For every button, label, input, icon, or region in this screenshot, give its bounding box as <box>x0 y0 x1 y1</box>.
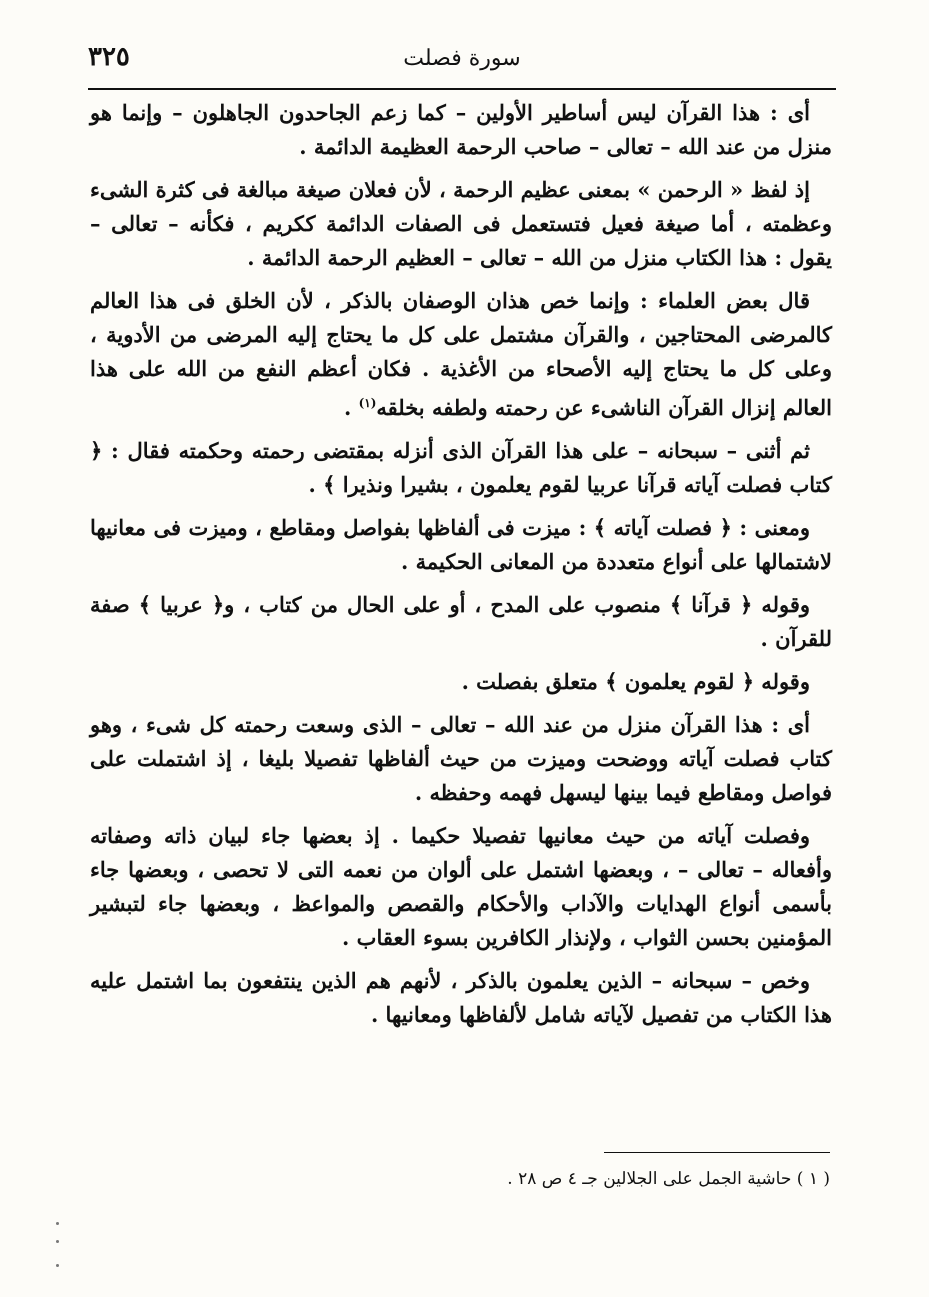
footnote-ref: (١) <box>358 396 377 410</box>
main-text <box>90 96 832 1041</box>
footnote: ( ١ ) حاشية الجمل على الجلالين جـ ٤ ص ٢٨ . <box>507 1169 830 1189</box>
page-header <box>88 38 836 82</box>
paragraph-3: قال بعض العلماء : وإنما خص هذان الوصفان بالذكر ، لأن الخلق فى هذا العالم كالمرضى المحتاجين ، والقرآن مشتمل على كل ما يحتاج إليه المرضى من الأدوية ، وعلى كل ما يحتاج إليه الأصحاء من الأغذية . فكان أعظم النفع من الله على هذا العالم إنزال القرآن الناشىء عن رحمته ولطفه بخلقه$^{(١)}$ . <box>90 288 832 420</box>
paragraph-2: إذ لفظ « الرحمن » بمعنى عظيم الرحمة ، لأن فعلان صيغة مبالغة فى كثرة الشىء وعظمته ، أما صيغة فعيل فتستعمل فى الصفات الدائمة ككريم ، فكأنه – تعالى – يقول : هذا الكتاب منزل من الله – تعالى – العظيم الرحمة الدائمة . <box>90 177 832 270</box>
header-divider <box>88 88 836 90</box>
footnote-divider <box>604 1152 830 1153</box>
paragraph-8: أى : هذا القرآن منزل من عند الله – تعالى – الذى وسعت رحمته كل شىء ، وهو كتاب فصلت آياته ووضحت وميزت من حيث ألفاظها تفصيلا بليغا ، إذ اشتملت على فواصل ومقاطع فيما بينها ليسهل فهمه وحفظه . <box>90 712 832 805</box>
surah-title: سورة فصلت <box>403 46 521 71</box>
paragraph-4: ثم أثنى – سبحانه – على هذا القرآن الذى أنزله بمقتضى رحمته وحكمته فقال : ﴿ كتاب فصلت آياته قرآنا عربيا لقوم يعلمون ، بشيرا ونذيرا ﴾ . <box>90 438 832 497</box>
paragraph-5: ومعنى : ﴿ فصلت آياته ﴾ : ميزت فى ألفاظها بفواصل ومقاطع ، وميزت فى معانيها لاشتمالها على أنواع متعددة من المعانى الحكيمة . <box>90 515 832 574</box>
paragraph-10: وخص – سبحانه – الذين يعلمون بالذكر ، لأنهم هم الذين ينتفعون بما اشتمل عليه هذا الكتاب من تفصيل لآياته شامل لألفاظها ومعانيها . <box>90 968 832 1027</box>
paragraph-1: أى : هذا القرآن ليس أساطير الأولين – كما زعم الجاحدون الجاهلون – وإنما هو منزل من عند الله – تعالى – صاحب الرحمة العظيمة الدائمة . <box>90 100 832 159</box>
paragraph-3-text: قال بعض العلماء : وإنما خص هذان الوصفان بالذكر ، لأن الخلق فى هذا العالم كالمرضى المحتاجين ، والقرآن مشتمل على كل ما يحتاج إليه المرضى من الأدوية ، وعلى كل ما يحتاج إليه الأصحاء من الأغذية . فكان أعظم النفع من الله على هذا العالم إنزال القرآن الناشىء عن رحمته ولطفه بخلقه <box>90 288 832 420</box>
paragraph-7: وقوله ﴿ لقوم يعلمون ﴾ متعلق بفصلت . <box>461 669 810 694</box>
page-number: ٣٢٥ <box>88 42 130 72</box>
paragraph-6: وقوله ﴿ قرآنا ﴾ منصوب على المدح ، أو على الحال من كتاب ، و﴿ عربيا ﴾ صفة للقرآن . <box>90 592 832 651</box>
paragraph-9: وفصلت آياته من حيث معانيها تفصيلا حكيما . إذ بعضها جاء لبيان ذاته وصفاته وأفعاله – تعالى – ، وبعضها اشتمل على ألوان من نعمه التى لا تحصى ، وبعضها جاء بأسمى أنواع الهدايات والآداب والأحكام والقصص والمواعظ ، وبعضها جاء لتبشير المؤمنين بحسن الثواب ، ولإنذار الكافرين بسوء العقاب . <box>90 823 832 950</box>
scan-specks <box>56 1220 66 1280</box>
